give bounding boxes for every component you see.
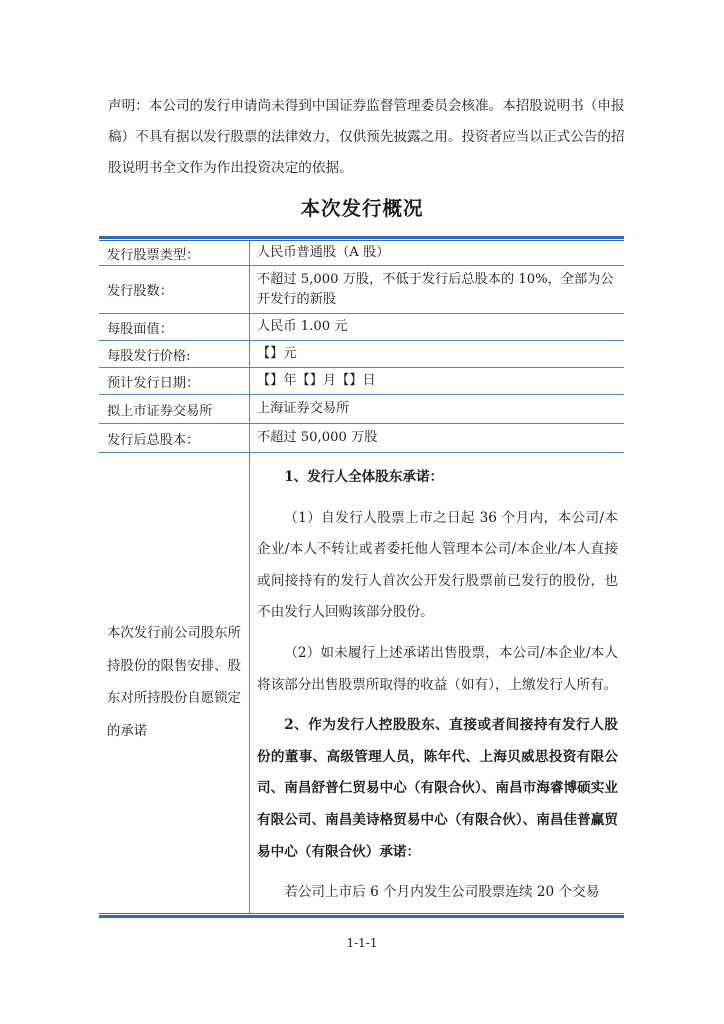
table-bottom-rule	[99, 915, 624, 918]
row-value: 人民币 1.00 元	[257, 319, 348, 334]
table-row-share-type	[99, 241, 624, 266]
row-label: 本次发行前公司股东所持股份的限售安排、股东对所持股份自愿锁定的承诺	[99, 453, 250, 913]
row-label: 发行后总股本：	[99, 424, 250, 452]
lockup-paragraph-2: （2）如未履行上述承诺出售股票，本公司/本企业/本人将该部分出售股票所取得的收益（如有），上缴发行人所有。	[257, 644, 618, 693]
lockup-heading-1: 1、发行人全体股东承诺：	[284, 469, 444, 485]
row-label: 发行股票类型：	[99, 241, 250, 265]
row-label: 拟上市证券交易所	[99, 395, 250, 423]
row-label: 预计发行日期：	[99, 368, 250, 394]
row-value: 人民币普通股（A 股）	[257, 245, 390, 260]
offering-overview-table	[99, 236, 624, 918]
row-value: 【】年【】月【】日	[257, 373, 376, 388]
table-top-rule	[99, 236, 624, 239]
table-row-total-shares	[99, 424, 624, 453]
page-number: 1-1-1	[346, 936, 378, 950]
table-row-issue-price	[99, 341, 624, 368]
lockup-paragraph-3: 若公司上市后 6 个月内发生公司股票连续 20 个交易	[284, 884, 600, 901]
row-value: 上海证券交易所	[257, 401, 350, 416]
table-bottom-rule-thin	[99, 913, 624, 914]
table-row-lockup	[99, 453, 624, 913]
table-row-exchange	[99, 395, 624, 424]
page-title: 本次发行概况	[300, 197, 424, 220]
row-label: 每股发行价格:	[99, 341, 250, 367]
row-value: 【】元	[257, 346, 297, 361]
row-value	[250, 453, 624, 913]
disclaimer-notice: 声明：本公司的发行申请尚未得到中国证券监督管理委员会核准。本招股说明书（申报稿）不具有据以发行股票的法律效力，仅供预先披露之用。投资者应当以正式公告的招股说明书全文作为作出投资决定的依据。	[108, 98, 625, 176]
row-value: 不超过 5,000 万股，不低于发行后总股本的 10%，全部为公开发行的新股	[257, 271, 614, 307]
row-label: 发行股数：	[99, 266, 250, 313]
table-row-par-value	[99, 314, 624, 341]
table-row-share-count	[99, 266, 624, 314]
row-label: 每股面值：	[99, 314, 250, 340]
table-row-issue-date	[99, 368, 624, 395]
lockup-heading-2: 2、作为发行人控股股东、直接或者间接持有发行人股份的董事、高级管理人员，陈年代、上海贝威思投资有限公司、南昌舒普仁贸易中心（有限合伙）、南昌市海睿博硕实业有限公司、南昌美诗格贸易中心（有限合伙）、南昌佳普赢贸易中心（有限合伙）承诺：	[257, 717, 618, 860]
lockup-paragraph-1: （1）自发行人股票上市之日起 36 个月内，本公司/本企业/本人不转让或者委托他人管理本公司/本企业/本人直接或间接持有的发行人首次公开发行股票前已发行的股份，也不由发行人回购该部分股份。	[257, 509, 618, 621]
row-value: 不超过 50,000 万股	[257, 430, 378, 445]
